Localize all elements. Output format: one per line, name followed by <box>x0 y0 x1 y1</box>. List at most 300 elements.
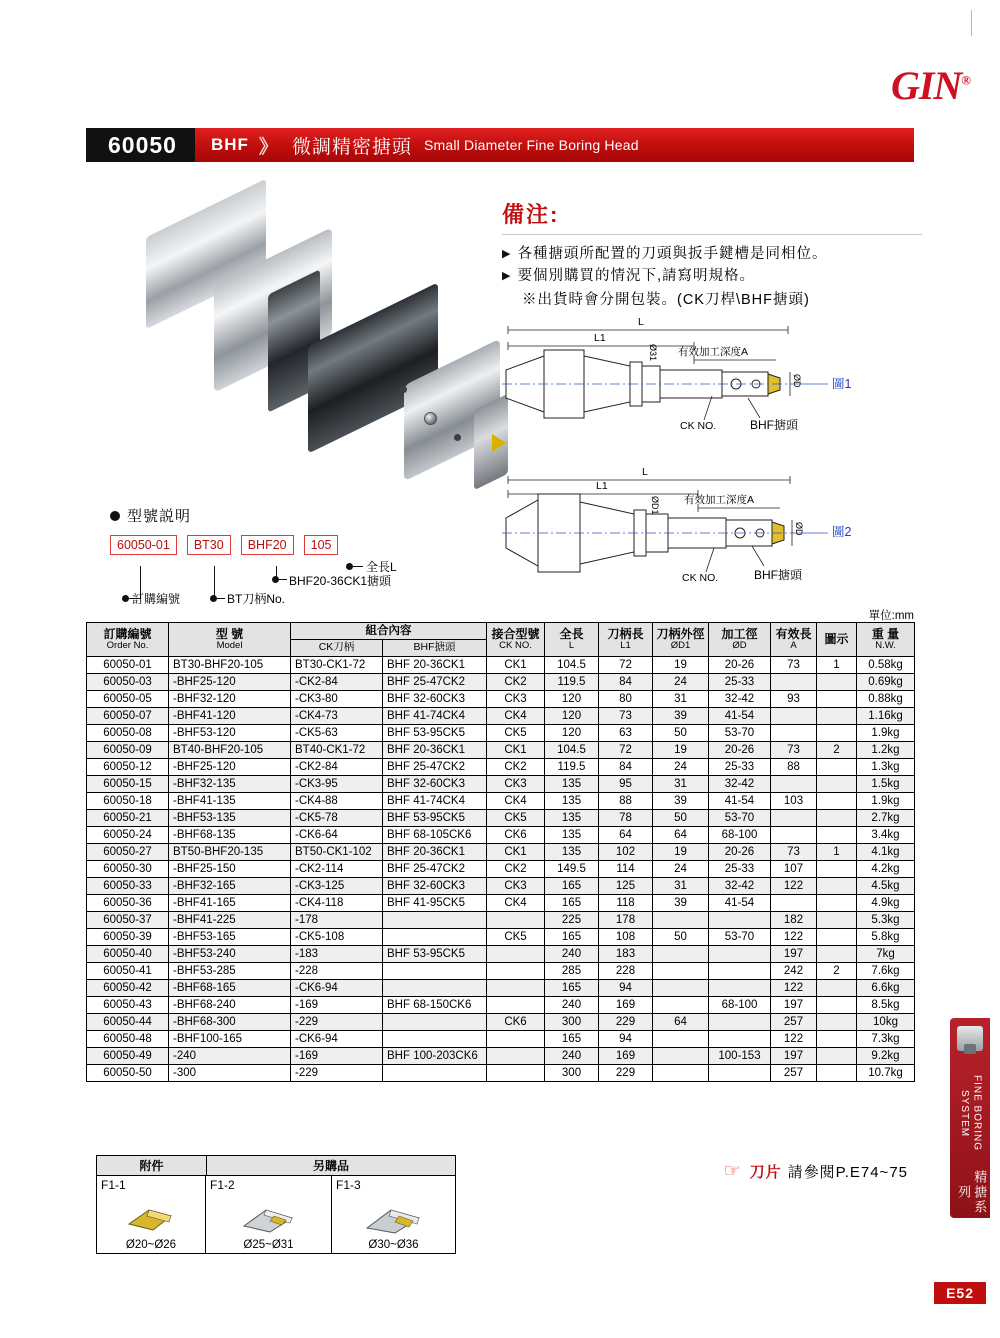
cell-ck-holder: -CK4-88 <box>291 793 383 810</box>
cell-ck-holder: -228 <box>291 963 383 980</box>
cell-ck-holder: -229 <box>291 1014 383 1031</box>
cell-joint: CK6 <box>487 1014 545 1031</box>
leader-dot-icon <box>346 563 353 570</box>
cell-total-length: 285 <box>545 963 599 980</box>
leader-line <box>214 566 215 598</box>
cell-model: -BHF68-300 <box>169 1014 291 1031</box>
insert-illustration <box>123 1202 179 1241</box>
fig1-dim-L1: L1 <box>594 332 606 344</box>
cell-weight: 1.16kg <box>857 708 915 725</box>
cell-effective-length: 73 <box>771 844 817 861</box>
fig1-head-label: BHF搪頭 <box>750 418 799 432</box>
cell-effective-length <box>771 708 817 725</box>
cell-ck-holder: -169 <box>291 997 383 1014</box>
product-series: BHF <box>210 135 249 154</box>
notes-divider <box>502 234 922 235</box>
accessory-cell <box>206 1176 332 1254</box>
cell-ck-holder: -CK6-94 <box>291 1031 383 1048</box>
set-screw-icon <box>454 434 461 441</box>
cell-total-length: 225 <box>545 912 599 929</box>
cell-total-length: 119.5 <box>545 759 599 776</box>
cell-total-length: 135 <box>545 810 599 827</box>
accessory-dimension: Ø30~Ø36 <box>368 1239 419 1251</box>
model-leader-lines <box>110 557 510 631</box>
technical-drawing-fig1 <box>498 316 898 461</box>
cell-weight: 0.69kg <box>857 674 915 691</box>
notes-block <box>502 198 922 309</box>
cell-joint: CK6 <box>487 827 545 844</box>
cell-order-no: 60050-21 <box>87 810 169 827</box>
cell-order-no: 60050-27 <box>87 844 169 861</box>
th-order-no: 訂購編號 Order No. <box>87 623 169 657</box>
leader-dot-icon <box>272 576 279 583</box>
cell-weight: 5.3kg <box>857 912 915 929</box>
cell-effective-length: 257 <box>771 1065 817 1082</box>
table-row <box>87 810 915 827</box>
cell-weight: 10.7kg <box>857 1065 915 1082</box>
cell-shank-dia <box>653 1031 709 1048</box>
table-row <box>87 1014 915 1031</box>
cell-shank-dia <box>653 912 709 929</box>
cell-model: BT50-BHF20-135 <box>169 844 291 861</box>
cell-ck-holder: -178 <box>291 912 383 929</box>
table-row <box>87 929 915 946</box>
cell-figure <box>817 725 857 742</box>
cell-ck-holder: -CK5-108 <box>291 929 383 946</box>
side-tab <box>950 1018 990 1218</box>
cell-effective-length: 122 <box>771 929 817 946</box>
cell-bhf-head <box>383 912 487 929</box>
insert-illustration <box>236 1202 302 1241</box>
cell-weight: 5.8kg <box>857 929 915 946</box>
cell-machining-dia <box>709 946 771 963</box>
chevron-right-icon: 》 <box>258 136 278 158</box>
tool-holder-icon <box>957 1026 983 1051</box>
cell-shank-length: 118 <box>599 895 653 912</box>
cell-model: -BHF68-240 <box>169 997 291 1014</box>
cell-ck-holder: -CK5-78 <box>291 810 383 827</box>
table-row <box>87 674 915 691</box>
fig1-dim-L: L <box>638 316 644 328</box>
leader-line <box>353 566 363 567</box>
leader-label-length: 全長L <box>366 560 397 574</box>
cell-effective-length <box>771 725 817 742</box>
cell-shank-dia: 39 <box>653 895 709 912</box>
cell-order-no: 60050-15 <box>87 776 169 793</box>
cell-shank-dia: 19 <box>653 844 709 861</box>
model-explanation-heading <box>110 505 510 526</box>
cell-machining-dia: 32-42 <box>709 878 771 895</box>
cell-bhf-head <box>383 963 487 980</box>
cell-shank-length: 229 <box>599 1014 653 1031</box>
table-row <box>87 844 915 861</box>
cell-effective-length: 88 <box>771 759 817 776</box>
chip-shank: BT30 <box>187 535 231 555</box>
cell-figure <box>817 997 857 1014</box>
accessory-tag: F1-1 <box>101 1178 126 1192</box>
cell-machining-dia <box>709 980 771 997</box>
leader-label-shank: BT刀柄No. <box>227 592 286 606</box>
accessory-tag: F1-3 <box>336 1178 361 1192</box>
fig1-dim-D: ØD <box>792 374 802 388</box>
table-row <box>87 725 915 742</box>
adjust-screw-icon <box>424 412 437 425</box>
cell-model: -BHF41-225 <box>169 912 291 929</box>
cell-shank-dia: 50 <box>653 725 709 742</box>
cell-shank-dia: 24 <box>653 674 709 691</box>
cell-machining-dia: 68-100 <box>709 997 771 1014</box>
fig1-ckno-label: CK NO. <box>680 420 717 432</box>
cell-figure <box>817 674 857 691</box>
cell-machining-dia: 32-42 <box>709 776 771 793</box>
cell-total-length: 300 <box>545 1014 599 1031</box>
triangle-bullet-icon: ▶ <box>502 270 512 283</box>
cell-model: -BHF53-120 <box>169 725 291 742</box>
cell-shank-length: 183 <box>599 946 653 963</box>
th-effective-length: 有效長 A <box>771 623 817 657</box>
registration-tick <box>971 10 972 36</box>
cell-total-length: 135 <box>545 776 599 793</box>
cell-model: -BHF25-120 <box>169 674 291 691</box>
cell-order-no: 60050-41 <box>87 963 169 980</box>
table-row <box>87 759 915 776</box>
cell-weight: 10kg <box>857 1014 915 1031</box>
cell-figure <box>817 1031 857 1048</box>
cell-ck-holder: -229 <box>291 1065 383 1082</box>
brand-name: GIN <box>890 63 962 108</box>
cell-bhf-head: BHF 32-60CK3 <box>383 691 487 708</box>
insert-note-keyword: 刀片 <box>749 1164 782 1181</box>
product-number: 60050 <box>86 128 195 162</box>
table-row <box>87 997 915 1014</box>
table-row <box>87 691 915 708</box>
cell-order-no: 60050-18 <box>87 793 169 810</box>
cell-joint <box>487 1031 545 1048</box>
cell-total-length: 165 <box>545 878 599 895</box>
cell-model: -BHF53-165 <box>169 929 291 946</box>
spec-table-head <box>87 623 915 657</box>
cell-weight: 1.2kg <box>857 742 915 759</box>
cell-model: -BHF25-150 <box>169 861 291 878</box>
cell-order-no: 60050-30 <box>87 861 169 878</box>
cell-bhf-head: BHF 20-36CK1 <box>383 657 487 674</box>
cell-figure <box>817 912 857 929</box>
cell-order-no: 60050-09 <box>87 742 169 759</box>
cell-weight: 4.2kg <box>857 861 915 878</box>
cell-joint: CK5 <box>487 929 545 946</box>
cell-shank-length: 78 <box>599 810 653 827</box>
table-row <box>87 980 915 997</box>
brand-logo <box>891 62 970 109</box>
cell-bhf-head <box>383 1031 487 1048</box>
cell-figure <box>817 1048 857 1065</box>
cell-figure <box>817 861 857 878</box>
cell-joint: CK3 <box>487 878 545 895</box>
cell-shank-dia: 39 <box>653 793 709 810</box>
fig2-depth-label: 有效加工深度A <box>684 494 755 506</box>
cell-shank-length: 169 <box>599 997 653 1014</box>
unit-label: 單位:mm <box>868 610 914 622</box>
cell-order-no: 60050-40 <box>87 946 169 963</box>
cell-weight: 1.3kg <box>857 759 915 776</box>
cell-weight: 1.9kg <box>857 725 915 742</box>
table-row <box>87 1031 915 1048</box>
technical-drawing-fig2 <box>498 466 898 617</box>
cell-ck-holder: -CK2-84 <box>291 759 383 776</box>
cell-shank-dia: 64 <box>653 827 709 844</box>
cell-order-no: 60050-49 <box>87 1048 169 1065</box>
cell-bhf-head: BHF 25-47CK2 <box>383 861 487 878</box>
table-row <box>87 912 915 929</box>
set-screw-icon <box>400 386 407 393</box>
cell-figure: 2 <box>817 963 857 980</box>
cell-order-no: 60050-43 <box>87 997 169 1014</box>
cell-machining-dia: 25-33 <box>709 759 771 776</box>
cell-figure <box>817 759 857 776</box>
cell-model: -BHF32-165 <box>169 878 291 895</box>
cell-joint: CK3 <box>487 691 545 708</box>
cell-shank-length: 73 <box>599 708 653 725</box>
note-subtext: ※出貨時會分開包裝。(CK刀桿\BHF搪頭) <box>522 291 810 308</box>
cell-effective-length: 197 <box>771 1048 817 1065</box>
cell-order-no: 60050-05 <box>87 691 169 708</box>
cell-shank-length: 72 <box>599 657 653 674</box>
cell-weight: 4.5kg <box>857 878 915 895</box>
cell-total-length: 165 <box>545 895 599 912</box>
cell-effective-length <box>771 674 817 691</box>
cell-machining-dia: 68-100 <box>709 827 771 844</box>
cell-model: -240 <box>169 1048 291 1065</box>
cell-effective-length: 107 <box>771 861 817 878</box>
th-figure: 圖示 <box>817 623 857 657</box>
cell-joint <box>487 1048 545 1065</box>
cell-ck-holder: -CK6-64 <box>291 827 383 844</box>
table-row <box>87 742 915 759</box>
cell-effective-length <box>771 810 817 827</box>
cell-bhf-head: BHF 20-36CK1 <box>383 844 487 861</box>
page-title-english: Small Diameter Fine Boring Head <box>423 137 639 153</box>
accessory-tag: F1-2 <box>210 1178 235 1192</box>
cell-total-length: 104.5 <box>545 657 599 674</box>
cell-bhf-head <box>383 1014 487 1031</box>
cell-order-no: 60050-36 <box>87 895 169 912</box>
insert-illustration <box>359 1202 429 1241</box>
cell-ck-holder: -CK3-80 <box>291 691 383 708</box>
cell-shank-length: 80 <box>599 691 653 708</box>
cell-bhf-head: BHF 20-36CK1 <box>383 742 487 759</box>
cell-weight: 6.6kg <box>857 980 915 997</box>
cell-machining-dia: 53-70 <box>709 810 771 827</box>
cell-total-length: 120 <box>545 691 599 708</box>
cell-total-length: 165 <box>545 1031 599 1048</box>
leader-line <box>217 598 225 599</box>
insert-reference-note <box>724 1160 908 1183</box>
cell-model: -BHF53-135 <box>169 810 291 827</box>
cell-effective-length: 73 <box>771 657 817 674</box>
model-code-chips <box>110 535 510 555</box>
spec-header-row-1 <box>87 623 915 640</box>
cell-figure <box>817 980 857 997</box>
cell-machining-dia <box>709 1031 771 1048</box>
cell-bhf-head: BHF 68-150CK6 <box>383 997 487 1014</box>
cell-weight: 7.3kg <box>857 1031 915 1048</box>
cell-total-length: 120 <box>545 708 599 725</box>
th-shank-length: 刀柄長 L1 <box>599 623 653 657</box>
cell-bhf-head: BHF 68-105CK6 <box>383 827 487 844</box>
note-text: 要個別購買的情況下,請寫明規格。 <box>517 268 755 285</box>
cell-order-no: 60050-39 <box>87 929 169 946</box>
table-row <box>87 1048 915 1065</box>
cell-model: BT40-BHF20-105 <box>169 742 291 759</box>
insert-icon <box>359 1202 429 1236</box>
cell-figure <box>817 878 857 895</box>
cell-shank-length: 88 <box>599 793 653 810</box>
cell-machining-dia <box>709 912 771 929</box>
cell-effective-length: 93 <box>771 691 817 708</box>
cell-figure: 1 <box>817 844 857 861</box>
cell-shank-dia: 50 <box>653 929 709 946</box>
cell-total-length: 104.5 <box>545 742 599 759</box>
leader-label-order: 訂購編號 <box>132 592 181 606</box>
cell-shank-length: 84 <box>599 674 653 691</box>
cell-joint <box>487 980 545 997</box>
cell-effective-length: 122 <box>771 980 817 997</box>
cell-shank-dia: 31 <box>653 776 709 793</box>
accessory-dimension: Ø20~Ø26 <box>125 1239 177 1251</box>
cell-model: BT30-BHF20-105 <box>169 657 291 674</box>
fig1-dim-d31: Ø31 <box>648 344 658 362</box>
chip-head: BHF20 <box>241 535 294 555</box>
brand-trademark: ® <box>961 72 970 88</box>
cell-effective-length: 197 <box>771 946 817 963</box>
th-shank-dia: 刀柄外徑 ØD1 <box>653 623 709 657</box>
cell-machining-dia: 20-26 <box>709 657 771 674</box>
note-text: 各種搪頭所配置的刀頭與扳手鍵槽是同相位。 <box>517 246 828 262</box>
cell-effective-length: 257 <box>771 1014 817 1031</box>
cell-figure <box>817 708 857 725</box>
cell-ck-holder: -CK3-95 <box>291 776 383 793</box>
cell-effective-length: 242 <box>771 963 817 980</box>
cell-effective-length: 122 <box>771 1031 817 1048</box>
cell-weight: 7.6kg <box>857 963 915 980</box>
cell-shank-length: 94 <box>599 980 653 997</box>
fig2-ckno-label: CK NO. <box>682 572 719 584</box>
chip-order-no: 60050-01 <box>110 535 177 555</box>
cell-total-length: 240 <box>545 1048 599 1065</box>
fig1-label: 圖1 <box>832 377 852 391</box>
cell-bhf-head: BHF 53-95CK5 <box>383 725 487 742</box>
cell-bhf-head: BHF 41-74CK4 <box>383 793 487 810</box>
cell-bhf-head: BHF 32-60CK3 <box>383 878 487 895</box>
cell-weight: 4.1kg <box>857 844 915 861</box>
cell-shank-dia: 39 <box>653 708 709 725</box>
cell-shank-length: 228 <box>599 963 653 980</box>
cell-machining-dia: 25-33 <box>709 674 771 691</box>
page-title: 微調精密搪頭 <box>291 136 412 158</box>
accessories-block <box>96 1155 456 1254</box>
model-explanation-title: 型號説明 <box>127 508 192 525</box>
fig2-dim-D1: ØD1 <box>650 496 660 515</box>
cell-machining-dia: 41-54 <box>709 895 771 912</box>
th-accessory: 附件 <box>97 1156 207 1176</box>
cell-weight: 9.2kg <box>857 1048 915 1065</box>
cell-model: -BHF32-120 <box>169 691 291 708</box>
accessories-table <box>96 1155 456 1176</box>
cell-joint: CK5 <box>487 725 545 742</box>
cell-order-no: 60050-07 <box>87 708 169 725</box>
notes-heading: 備注: <box>502 202 560 227</box>
table-row <box>87 827 915 844</box>
cell-shank-dia: 31 <box>653 878 709 895</box>
cell-machining-dia: 41-54 <box>709 793 771 810</box>
cell-joint: CK3 <box>487 776 545 793</box>
table-row <box>87 793 915 810</box>
cell-bhf-head <box>383 929 487 946</box>
cell-ck-holder: -CK3-125 <box>291 878 383 895</box>
cell-figure <box>817 929 857 946</box>
cell-effective-length <box>771 827 817 844</box>
cell-ck-holder: BT40-CK1-72 <box>291 742 383 759</box>
cell-weight: 1.5kg <box>857 776 915 793</box>
cell-total-length: 135 <box>545 844 599 861</box>
cell-bhf-head <box>383 980 487 997</box>
cell-bhf-head: BHF 32-60CK3 <box>383 776 487 793</box>
table-row <box>87 963 915 980</box>
cell-weight: 8.5kg <box>857 997 915 1014</box>
cell-total-length: 240 <box>545 946 599 963</box>
cell-weight: 1.9kg <box>857 793 915 810</box>
spec-table <box>86 622 915 1082</box>
fig1-depth-label: 有效加工深度A <box>678 346 749 358</box>
cell-figure <box>817 895 857 912</box>
table-row <box>87 946 915 963</box>
cell-machining-dia: 32-42 <box>709 691 771 708</box>
cell-machining-dia: 20-26 <box>709 844 771 861</box>
leader-label-head: BHF20-36CK1搪頭 <box>289 574 392 588</box>
cell-shank-length: 108 <box>599 929 653 946</box>
triangle-bullet-icon: ▶ <box>502 248 512 260</box>
cell-joint <box>487 1065 545 1082</box>
cell-total-length: 240 <box>545 997 599 1014</box>
cell-figure <box>817 827 857 844</box>
cell-weight: 0.58kg <box>857 657 915 674</box>
th-machining-dia: 加工徑 ØD <box>709 623 771 657</box>
accessory-cell <box>96 1176 206 1254</box>
cell-joint: CK4 <box>487 895 545 912</box>
cell-shank-dia: 24 <box>653 861 709 878</box>
chip-length: 105 <box>304 535 339 555</box>
cell-total-length: 119.5 <box>545 674 599 691</box>
cell-shank-length: 95 <box>599 776 653 793</box>
note-item <box>502 265 922 287</box>
cell-total-length: 149.5 <box>545 861 599 878</box>
table-row <box>87 776 915 793</box>
fig2-dim-L1: L1 <box>596 480 608 492</box>
cell-shank-length: 229 <box>599 1065 653 1082</box>
cell-model: -BHF25-120 <box>169 759 291 776</box>
cell-model: -BHF53-285 <box>169 963 291 980</box>
cell-shank-dia: 64 <box>653 1014 709 1031</box>
table-row <box>87 895 915 912</box>
cell-weight: 3.4kg <box>857 827 915 844</box>
cell-model: -BHF41-135 <box>169 793 291 810</box>
insert-note-text: 請參閱P.E74~75 <box>787 1164 908 1181</box>
spec-table-body <box>87 657 915 1082</box>
cell-effective-length: 182 <box>771 912 817 929</box>
cell-total-length: 165 <box>545 929 599 946</box>
cell-machining-dia: 53-70 <box>709 929 771 946</box>
cell-shank-length: 94 <box>599 1031 653 1048</box>
